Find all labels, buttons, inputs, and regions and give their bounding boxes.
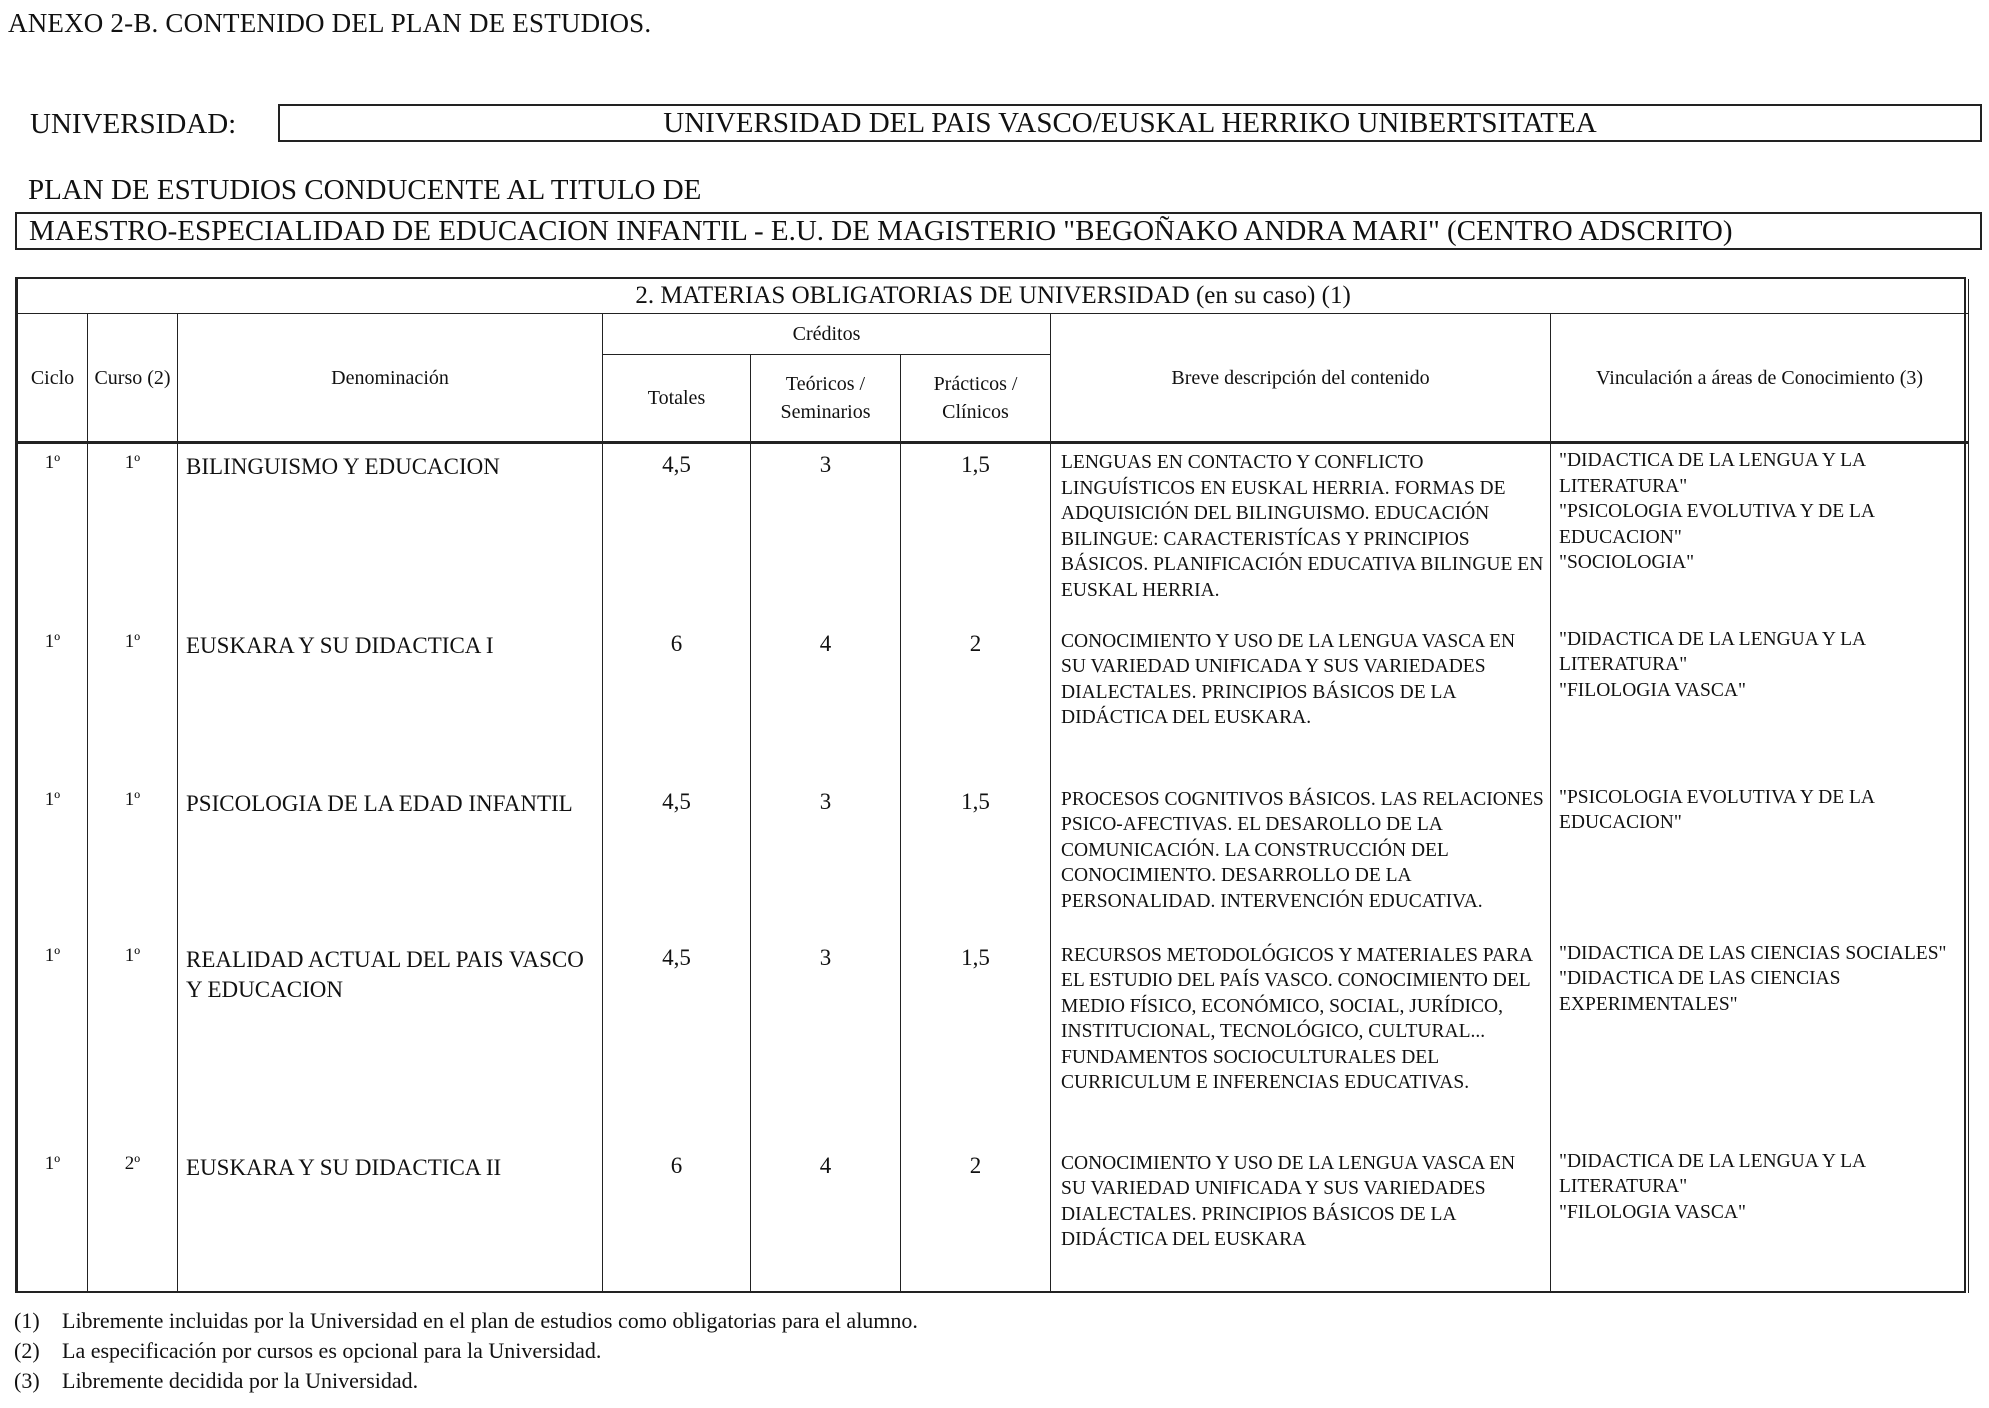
cell-ciclo: 1º (18, 443, 88, 623)
cell-denominacion: REALIDAD ACTUAL DEL PAIS VASCO Y EDUCACION (178, 937, 603, 1145)
cell-practicos: 2 (901, 623, 1051, 781)
plan-value: MAESTRO-ESPECIALIDAD DE EDUCACION INFANTIL - E.U. DE MAGISTERIO "BEGOÑAKO ANDRA MARI" (CENTRO ADSCRITO) (15, 212, 1982, 250)
col-header-practicos: Prácticos / Clínicos (901, 355, 1051, 443)
cell-vinculacion: "DIDACTICA DE LAS CIENCIAS SOCIALES" "DIDACTICA DE LAS CIENCIAS EXPERIMENTALES" (1551, 937, 1969, 1145)
cell-teoricos: 4 (751, 1145, 901, 1293)
university-value: UNIVERSIDAD DEL PAIS VASCO/EUSKAL HERRIKO UNIBERTSITATEA (278, 104, 1982, 142)
cell-practicos: 1,5 (901, 443, 1051, 623)
cell-totales: 4,5 (603, 781, 751, 937)
cell-vinculacion: "DIDACTICA DE LA LENGUA Y LA LITERATURA" "PSICOLOGIA EVOLUTIVA Y DE LA EDUCACION" "SOCIOLOGIA" (1551, 443, 1969, 623)
cell-vinculacion: "PSICOLOGIA EVOLUTIVA Y DE LA EDUCACION" (1551, 781, 1969, 937)
col-header-denominacion: Denominación (178, 314, 603, 443)
footnotes (14, 1306, 918, 1396)
footnote-text: Libremente decidida por la Universidad. (62, 1368, 419, 1393)
footnote-number: (2) (14, 1338, 40, 1363)
cell-totales: 4,5 (603, 937, 751, 1145)
col-header-totales: Totales (603, 355, 751, 443)
cell-totales: 6 (603, 1145, 751, 1293)
plan-label: PLAN DE ESTUDIOS CONDUCENTE AL TITULO DE (28, 174, 702, 206)
cell-ciclo: 1º (18, 937, 88, 1145)
cell-teoricos: 3 (751, 443, 901, 623)
table-row (18, 1145, 1969, 1293)
cell-ciclo: 1º (18, 781, 88, 937)
cell-ciclo: 1º (18, 623, 88, 781)
annex-title: ANEXO 2-B. CONTENIDO DEL PLAN DE ESTUDIOS. (8, 8, 652, 38)
cell-curso: 2º (88, 1145, 178, 1293)
col-header-curso: Curso (2) (88, 314, 178, 443)
footnote-number: (1) (14, 1308, 40, 1333)
university-label: UNIVERSIDAD: (30, 108, 237, 140)
cell-denominacion: PSICOLOGIA DE LA EDAD INFANTIL (178, 781, 603, 937)
cell-teoricos: 3 (751, 781, 901, 937)
footnote-text: La especificación por cursos es opcional para la Universidad. (62, 1338, 602, 1363)
table-title: 2. MATERIAS OBLIGATORIAS DE UNIVERSIDAD (en su caso) (1) (18, 279, 1969, 314)
subjects-table-frame (15, 277, 1966, 1293)
footnote (14, 1306, 918, 1336)
cell-teoricos: 4 (751, 623, 901, 781)
table-row (18, 937, 1969, 1145)
col-header-vinculacion: Vinculación a áreas de Conocimiento (3) (1551, 314, 1969, 443)
table-row (18, 781, 1969, 937)
cell-practicos: 2 (901, 1145, 1051, 1293)
cell-practicos: 1,5 (901, 781, 1051, 937)
cell-curso: 1º (88, 623, 178, 781)
footnote-number: (3) (14, 1368, 40, 1393)
cell-totales: 6 (603, 623, 751, 781)
table-row (18, 623, 1969, 781)
cell-descripcion: CONOCIMIENTO Y USO DE LA LENGUA VASCA EN SU VARIEDAD UNIFICADA Y SUS VARIEDADES DIALECTALES. PRINCIPIOS BÁSICOS DE LA DIDÁCTICA DEL EUSKARA. (1051, 623, 1551, 781)
cell-curso: 1º (88, 781, 178, 937)
footnote-text: Libremente incluidas por la Universidad en el plan de estudios como obligatorias para el alumno. (62, 1308, 918, 1333)
cell-descripcion: CONOCIMIENTO Y USO DE LA LENGUA VASCA EN SU VARIEDAD UNIFICADA Y SUS VARIEDADES DIALECTALES. PRINCIPIOS BÁSICOS DE LA DIDÁCTICA DEL EUSKARA (1051, 1145, 1551, 1293)
cell-curso: 1º (88, 443, 178, 623)
cell-descripcion: RECURSOS METODOLÓGICOS Y MATERIALES PARA EL ESTUDIO DEL PAÍS VASCO. CONOCIMIENTO DEL MEDIO FÍSICO, ECONÓMICO, SOCIAL, JURÍDICO, INSTITUCIONAL, TECNOLÓGICO, CULTURAL... FUNDAMENTOS SOCIOCULTURALES DEL CURRICULUM E INFERENCIAS EDUCATIVAS. (1051, 937, 1551, 1145)
cell-practicos: 1,5 (901, 937, 1051, 1145)
col-header-creditos: Créditos (603, 314, 1051, 355)
cell-descripcion: PROCESOS COGNITIVOS BÁSICOS. LAS RELACIONES PSICO-AFECTIVAS. EL DESAROLLO DE LA COMUNICACIÓN. LA CONSTRUCCIÓN DEL CONOCIMIENTO. DESARROLLO DE LA PERSONALIDAD. INTERVENCIÓN EDUCATIVA. (1051, 781, 1551, 937)
cell-vinculacion: "DIDACTICA DE LA LENGUA Y LA LITERATURA" "FILOLOGIA VASCA" (1551, 623, 1969, 781)
cell-teoricos: 3 (751, 937, 901, 1145)
table-row (18, 443, 1969, 623)
cell-ciclo: 1º (18, 1145, 88, 1293)
col-header-ciclo: Ciclo (18, 314, 88, 443)
cell-denominacion: EUSKARA Y SU DIDACTICA II (178, 1145, 603, 1293)
footnote (14, 1336, 918, 1366)
cell-vinculacion: "DIDACTICA DE LA LENGUA Y LA LITERATURA" "FILOLOGIA VASCA" (1551, 1145, 1969, 1293)
cell-denominacion: BILINGUISMO Y EDUCACION (178, 443, 603, 623)
subjects-table (17, 279, 1969, 1293)
cell-totales: 4,5 (603, 443, 751, 623)
cell-denominacion: EUSKARA Y SU DIDACTICA I (178, 623, 603, 781)
footnote (14, 1366, 918, 1396)
cell-descripcion: LENGUAS EN CONTACTO Y CONFLICTO LINGUÍSTICOS EN EUSKAL HERRIA. FORMAS DE ADQUISICIÓN DEL BILINGUISMO. EDUCACIÓN BILINGUE: CARACTERISTÍCAS Y PRINCIPIOS BÁSICOS. PLANIFICACIÓN EDUCATIVA BILINGUE EN EUSKAL HERRIA. (1051, 443, 1551, 623)
col-header-descripcion: Breve descripción del contenido (1051, 314, 1551, 443)
col-header-teoricos: Teóricos / Seminarios (751, 355, 901, 443)
cell-curso: 1º (88, 937, 178, 1145)
